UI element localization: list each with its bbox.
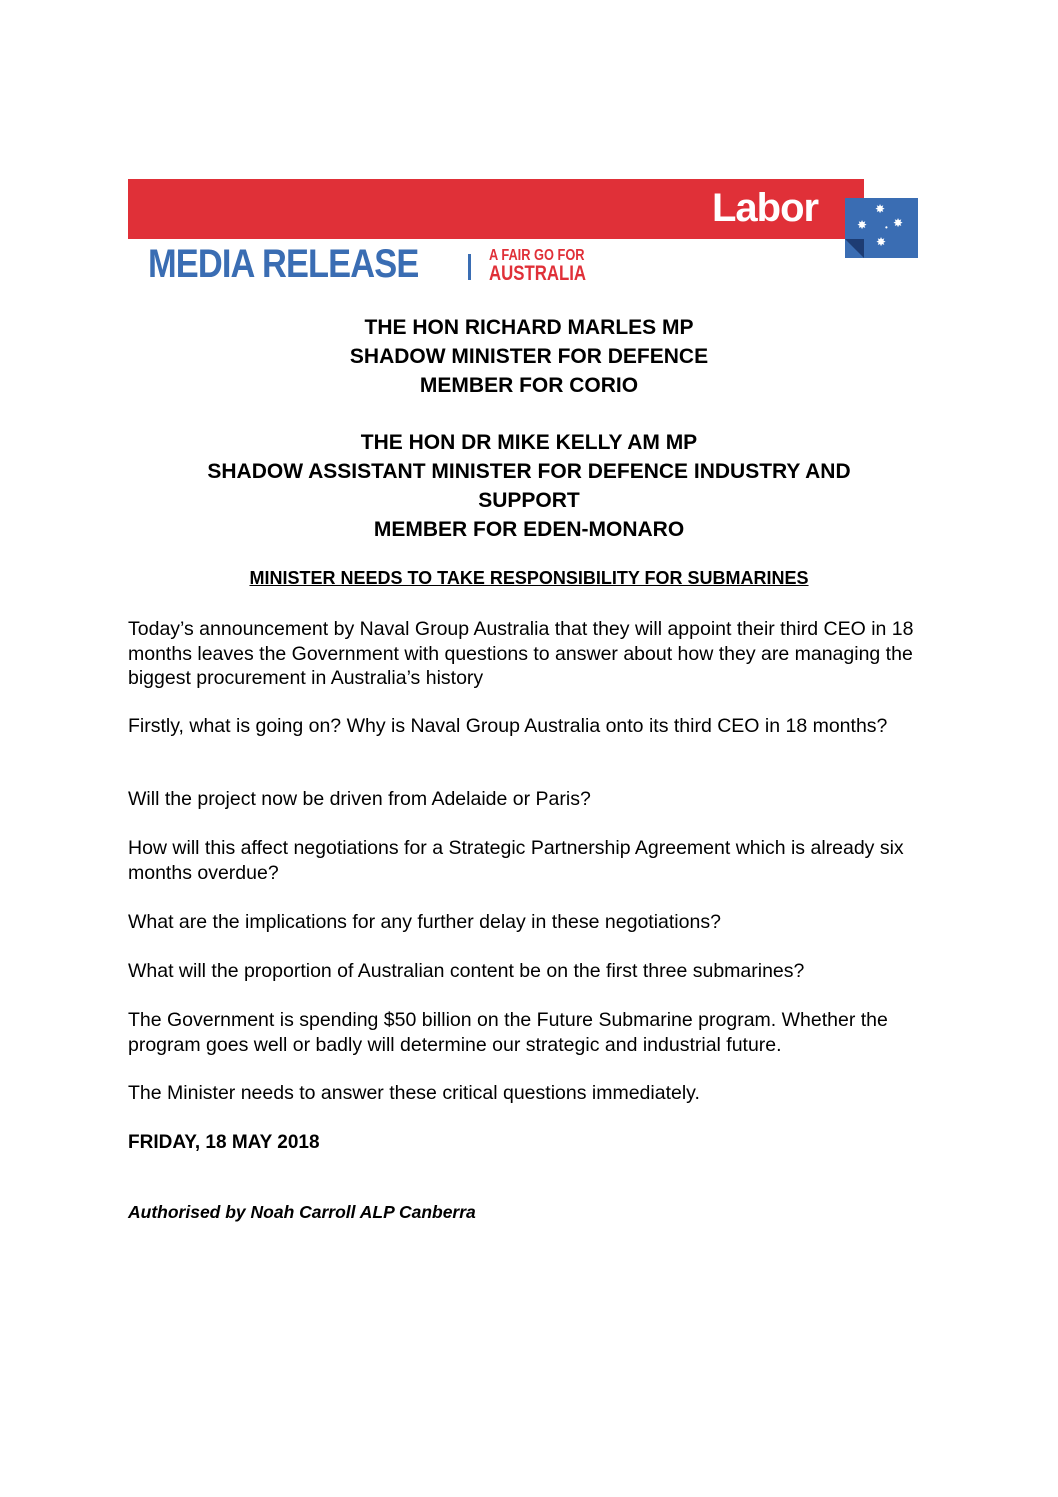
speaker-block-marles [128, 313, 930, 400]
star-icon: ✸ [875, 202, 886, 216]
body-paragraph: Will the project now be driven from Adelaide or Paris? [128, 788, 591, 810]
body-paragraph: What will the proportion of Australian content be on the first three submarines? [128, 960, 805, 982]
speaker-name: THE HON RICHARD MARLES MP [364, 316, 694, 339]
slogan-line-2: AUSTRALIA [489, 262, 587, 285]
body-paragraph: How will this affect negotiations for a Strategic Partnership Agreement which is already six months overdue? [128, 837, 904, 884]
speaker-role-cont: SUPPORT [478, 489, 580, 512]
body-paragraph: The Government is spending $50 billion on the Future Submarine program. Whether the program goes well or badly will determine our strategic and industrial future. [128, 1009, 888, 1056]
slogan [489, 248, 586, 284]
labor-logo: Labor [712, 186, 819, 230]
flag-fold-shadow [845, 239, 864, 258]
slogan-line-1: A FAIR GO FOR [489, 247, 585, 264]
star-icon: • [885, 223, 888, 232]
header-divider [468, 254, 471, 280]
star-icon: ✸ [876, 235, 887, 249]
body-paragraph: Today’s announcement by Naval Group Australia that they will appoint their third CEO in 18 months leaves the Government with questions to answer about how they are managing the biggest procurement in Australia’s history [128, 618, 914, 689]
authorisation-line: Authorised by Noah Carroll ALP Canberra [128, 1202, 476, 1222]
body-paragraph: The Minister needs to answer these critical questions immediately. [128, 1082, 700, 1104]
speaker-electorate: MEMBER FOR EDEN-MONARO [373, 518, 685, 541]
release-date: FRIDAY, 18 MAY 2018 [128, 1132, 320, 1153]
star-icon: ✸ [857, 218, 868, 232]
speaker-role: SHADOW ASSISTANT MINISTER FOR DEFENCE INDUSTRY AND [207, 460, 851, 483]
speaker-electorate: MEMBER FOR CORIO [419, 374, 639, 397]
speaker-name: THE HON DR MIKE KELLY AM MP [360, 431, 698, 454]
headline: MINISTER NEEDS TO TAKE RESPONSIBILITY FOR SUBMARINES [249, 568, 809, 588]
body-paragraph: Firstly, what is going on? Why is Naval Group Australia onto its third CEO in 18 months? [128, 715, 888, 737]
body-paragraph: What are the implications for any further delay in these negotiations? [128, 911, 721, 933]
speaker-block-kelly [128, 428, 930, 544]
speaker-role: SHADOW MINISTER FOR DEFENCE [349, 345, 709, 368]
media-release-title: MEDIA RELEASE [148, 242, 419, 286]
star-icon: ✸ [893, 216, 904, 230]
